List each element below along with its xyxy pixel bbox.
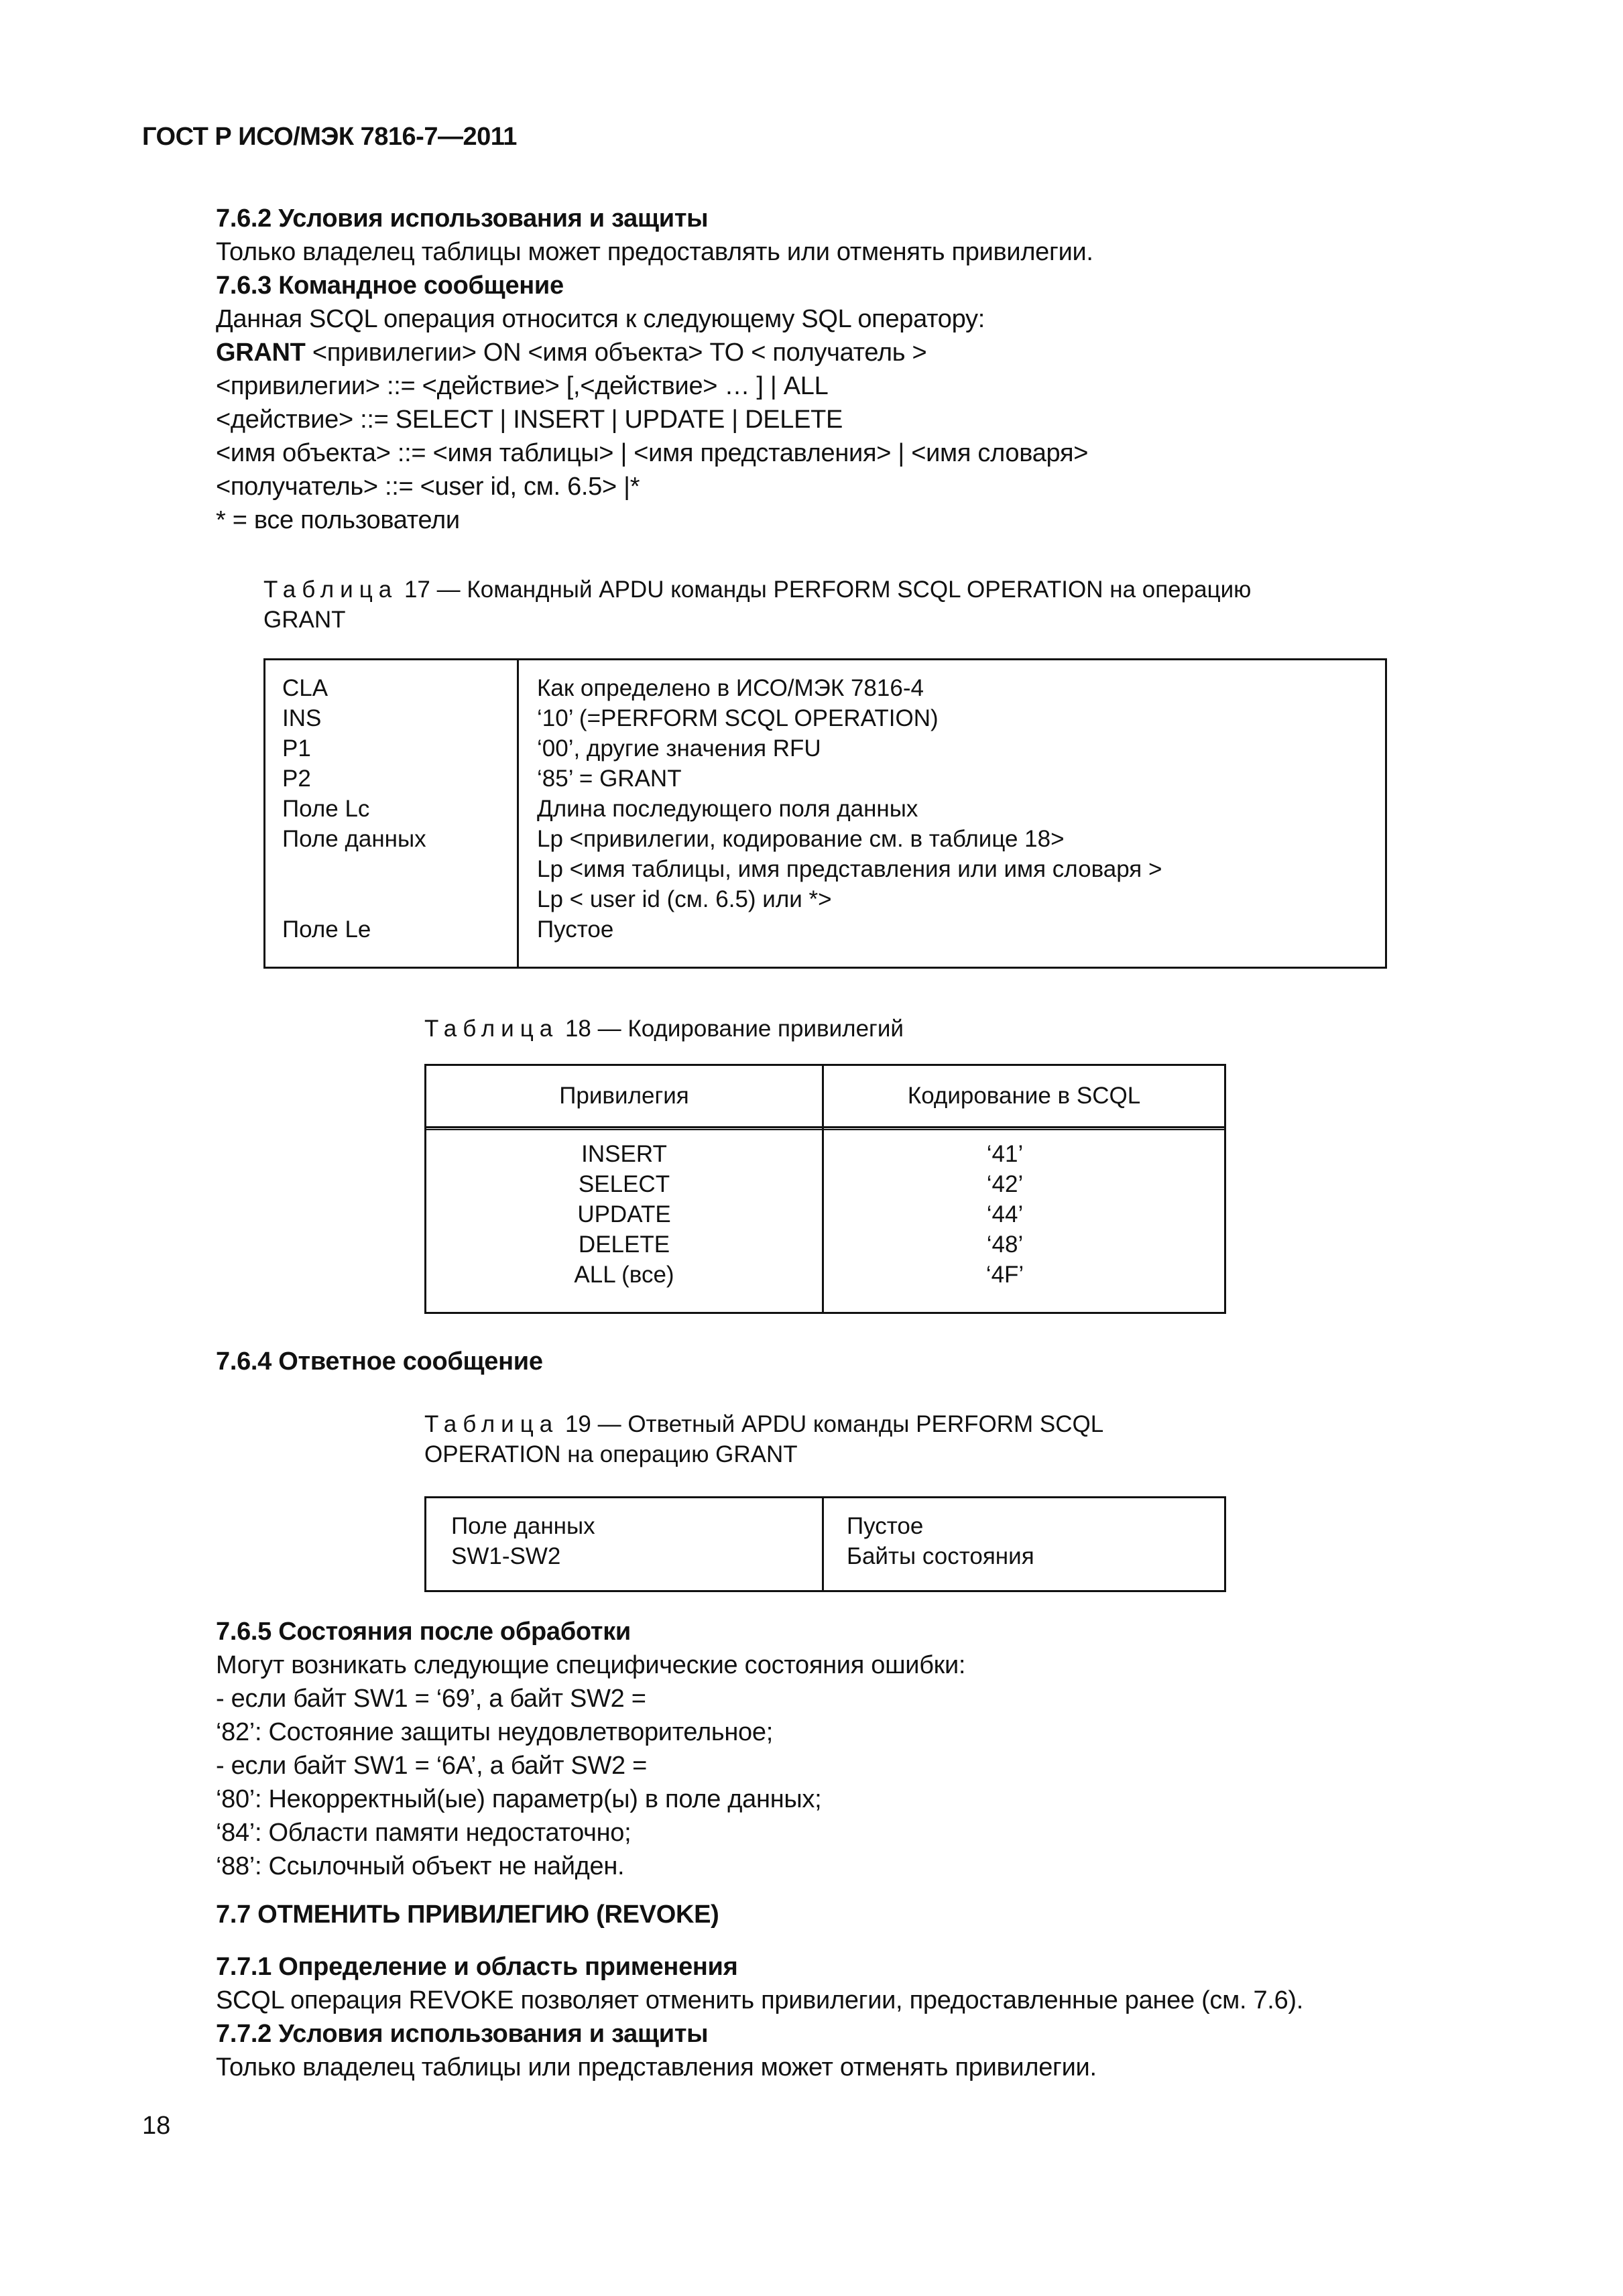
table-18-privilege-cell: SELECT [578, 1171, 670, 1197]
table-18-code-cell: ‘44’ [986, 1201, 1024, 1227]
table-18-privilege-cell: INSERT [581, 1141, 667, 1167]
section-7-6-5-heading: 7.6.5 Состояния после обработки [216, 1618, 631, 1646]
object-name-rule-line: <имя объекта> ::= <имя таблицы> | <имя представления> | <имя словаря> [216, 439, 1089, 467]
all-users-note: * = все пользователи [216, 506, 460, 534]
error-states-line: ‘84’: Области памяти недостаточно; [216, 1819, 632, 1847]
table-17-right-cell: Lp <привилегии, кодирование см. в таблице 18> [537, 826, 1065, 852]
table-18-privilege-cell: DELETE [578, 1231, 670, 1258]
error-states-line: Могут возникать следующие специфические состояния ошибки: [216, 1651, 966, 1679]
table-17-right-cell: Пустое [537, 916, 614, 943]
table-18-header-coding: Кодирование в SCQL [907, 1083, 1141, 1109]
section-7-7-2-text: Только владелец таблицы или представления может отменять привилегии. [216, 2053, 1097, 2081]
error-states-line: ‘88’: Ссылочный объект не найден. [216, 1852, 625, 1880]
action-rule-line: <действие> ::= SELECT | INSERT | UPDATE | DELETE [216, 406, 843, 434]
table-17-caption [263, 577, 1251, 603]
table-19-right-cell: Пустое [847, 1513, 924, 1539]
table-18-code-cell: ‘48’ [986, 1231, 1024, 1258]
recipient-rule-line: <получатель> ::= <user id, см. 6.5> |* [216, 473, 640, 501]
table-18-code-cell: ‘4F’ [985, 1262, 1024, 1288]
table-18-privilege-cell: UPDATE [577, 1201, 671, 1227]
table-17 [263, 658, 1387, 969]
grant-syntax-line [216, 339, 926, 367]
table-17-right-cell: Как определено в ИСО/МЭК 7816-4 [537, 675, 924, 701]
table-18-caption-text: 18 — Кодирование привилегий [558, 1016, 904, 1042]
table-18-caption [424, 1016, 904, 1042]
section-7-6-2-heading: 7.6.2 Условия использования и защиты [216, 204, 709, 233]
table-17-right-cell: Lp < user id (см. 6.5) или *> [537, 886, 832, 912]
table-18-privilege-cell: ALL (все) [574, 1262, 674, 1288]
document-header: ГОСТ Р ИСО/МЭК 7816-7—2011 [142, 123, 517, 151]
table-19-column-divider [822, 1498, 824, 1590]
table-17-left-cell: Поле данных [282, 826, 426, 852]
grant-syntax-text: <привилегии> ON <имя объекта> TO < получатель > [305, 339, 927, 367]
table-19-left-cell: Поле данных [451, 1513, 595, 1539]
table-19 [424, 1496, 1226, 1592]
section-7-7-1-heading: 7.7.1 Определение и область применения [216, 1953, 738, 1981]
sql-intro-line: Данная SCQL операция относится к следующему SQL оператору: [216, 305, 985, 333]
grant-keyword: GRANT [216, 339, 306, 367]
table-17-caption-text: 17 — Командный APDU команды PERFORM SCQL OPERATION на операцию [398, 577, 1252, 603]
table-18 [424, 1064, 1226, 1314]
table-19-caption-word: Таблица [424, 1411, 559, 1437]
error-states-line: - если байт SW1 = ‘69’, а байт SW2 = [216, 1685, 646, 1713]
table-17-left-cell: Поле Lc [282, 796, 370, 822]
error-states-line: ‘80’: Некорректный(ые) параметр(ы) в поле данных; [216, 1785, 822, 1813]
error-states-line: ‘82’: Состояние защиты неудовлетворительное; [216, 1718, 773, 1746]
table-17-right-cell: Длина последующего поля данных [537, 796, 918, 822]
table-19-caption [424, 1411, 1103, 1438]
table-17-caption-line2: GRANT [263, 607, 346, 633]
table-17-caption-word: Таблица [263, 577, 398, 603]
table-17-left-cell: CLA [282, 675, 328, 701]
table-17-right-cell: ‘00’, другие значения RFU [537, 735, 821, 762]
table-18-caption-word: Таблица [424, 1016, 559, 1042]
section-7-7-1-text: SCQL операция REVOKE позволяет отменить привилегии, предоставленные ранее (см. 7.6). [216, 1986, 1304, 2014]
table-17-right-cell: Lp <имя таблицы, имя представления или имя словаря > [537, 856, 1162, 882]
section-7-6-3-heading: 7.6.3 Командное сообщение [216, 271, 564, 300]
privileges-rule-line: <привилегии> ::= <действие> [,<действие> … ] | ALL [216, 372, 829, 400]
table-18-header-divider [426, 1126, 1224, 1130]
table-19-right-cell: Байты состояния [847, 1543, 1034, 1569]
section-7-6-2-text: Только владелец таблицы может предоставлять или отменять привилегии. [216, 238, 1093, 266]
section-7-7-2-heading: 7.7.2 Условия использования и защиты [216, 2020, 709, 2048]
table-19-caption-line2: OPERATION на операцию GRANT [424, 1441, 798, 1467]
table-19-caption-text: 19 — Ответный APDU команды PERFORM SCQL [558, 1411, 1104, 1437]
table-17-left-cell: P1 [282, 735, 311, 762]
table-18-code-cell: ‘41’ [986, 1141, 1024, 1167]
table-17-left-cell: INS [282, 705, 322, 731]
table-17-right-cell: ‘10’ (=PERFORM SCQL OPERATION) [537, 705, 939, 731]
error-states-line: - если байт SW1 = ‘6A’, а байт SW2 = [216, 1752, 648, 1780]
table-18-code-cell: ‘42’ [986, 1171, 1024, 1197]
table-17-left-cell: Поле Le [282, 916, 371, 943]
table-19-left-cell: SW1-SW2 [451, 1543, 561, 1569]
section-7-7-heading: 7.7 ОТМЕНИТЬ ПРИВИЛЕГИЮ (REVOKE) [216, 1900, 719, 1929]
table-18-header-privilege: Привилегия [559, 1083, 689, 1109]
page-number: 18 [142, 2112, 171, 2140]
section-7-6-4-heading: 7.6.4 Ответное сообщение [216, 1347, 543, 1376]
table-17-right-cell: ‘85’ = GRANT [537, 766, 682, 792]
table-17-left-cell: P2 [282, 766, 311, 792]
